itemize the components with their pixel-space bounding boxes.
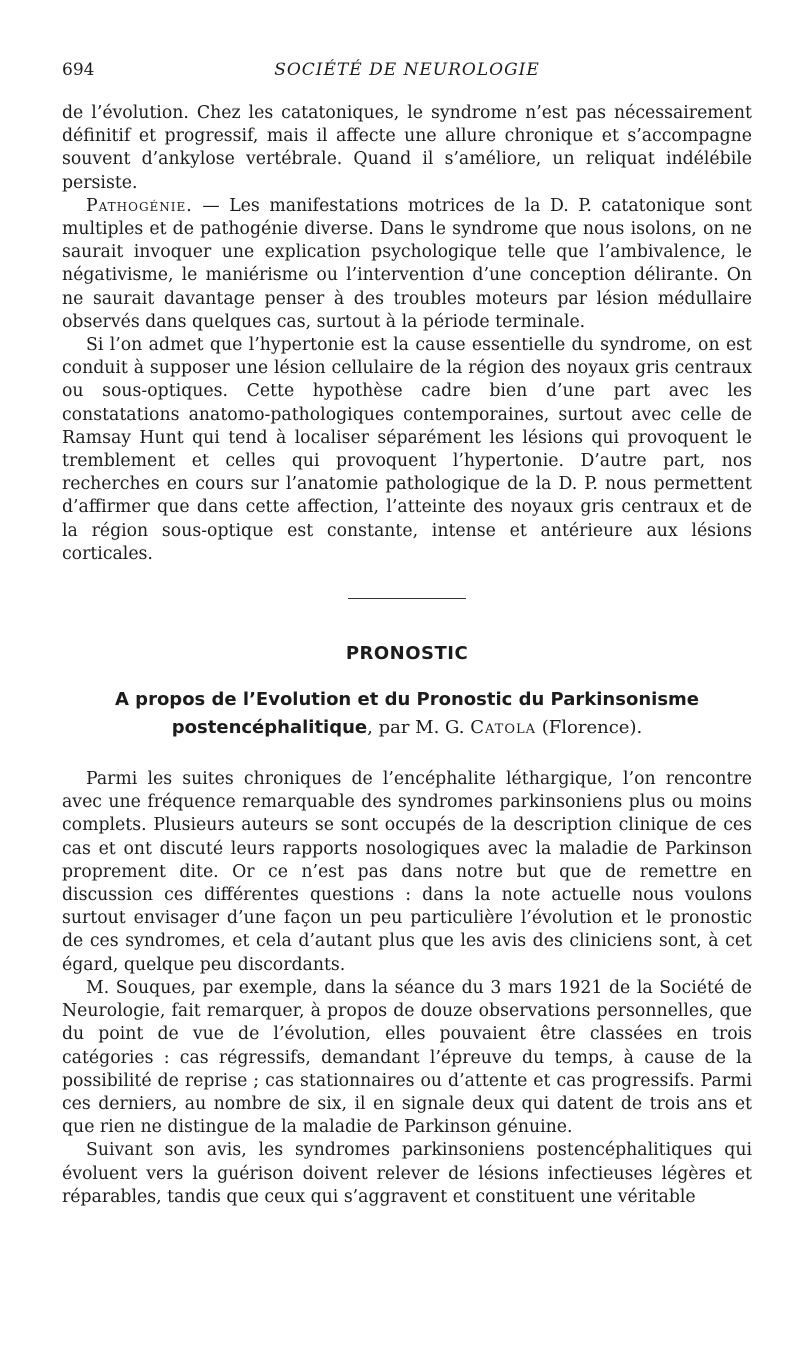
paragraph: M. Souques, par exemple, dans la séance du 3 mars 1921 de la Société de Neurologie, fait remarquer, à propos de douze observations personnelles, que du point de vue de l’évolution, elles pouvaient être classées en trois catégories : cas régressifs, demandant l’épreuve du temps, à cause de la possibilité de reprise ; cas stationnaires ou d’attente et cas progressifs. Parmi ces derniers, au nombre de six, il en signale deux qui datent de trois ans et que rien ne distingue de la maladie de Parkinson génuine. [62,977,752,1138]
paragraph: Suivant son avis, les syndromes parkinsoniens postencéphalitiques qui évoluent vers la guérison doivent relever de lésions infectieuses légères et réparables, tandis que ceux qui s’aggravent et constituent une véritable [62,1140,752,1207]
article-byline-prefix: , par M. G. [367,717,471,739]
paragraph: de l’évolution. Chez les catatoniques, le syndrome n’est pas nécessairement définitif et progressif, mais il affecte une allure chronique et s’accompagne souvent d’ankylose vertébrale. Quand il s’améliore, un reliquat indélébile persiste. [62,103,752,193]
page-number: 694 [62,60,95,80]
running-head [62,60,752,90]
paragraph-text: — Les manifestations motrices de la D. P. catatonique sont multiples et de pathogénie diverse. Dans le syndrome que nous isolons, on ne saurait invoquer une explication psychologique telle que l’ambivalence, le négativisme, le maniérisme ou l’intervention d’une conception délirante. On ne saurait davantage penser à des troubles moteurs par lésion médullaire observés dans quelques cas, surtout à la période terminale. [62,195,752,332]
continued-article [62,102,752,566]
running-title: SOCIÉTÉ DE NEUROLOGIE [274,60,540,80]
author-place: (Florence). [536,717,643,739]
page [62,0,752,1209]
article-title [62,686,752,742]
article-title-line-1: A propos de l’Evolution et du Pronostic du Parkinsonisme [114,689,699,711]
article-title-bold-part: postencéphalitique [171,717,368,739]
section-divider [348,598,466,599]
paragraph-pathogenie [62,195,752,334]
author-name: Catola [470,717,537,739]
paragraph: Si l’on admet que l’hypertonie est la cause essentielle du syndrome, on est conduit à supposer une lésion cellulaire de la région des noyaux gris centraux ou sous-optiques. Cette hypothèse cadre bien d’une part avec les constatations anatomo-pathologiques contemporaines, surtout avec celle de Ramsay Hunt qui tend à localiser séparément les lésions qui provoquent le tremblement et celles qui provoquent l’hypertonie. D’autre part, nos recherches en cours sur l’anatomie pathologique de la D. P. nous permettent d’affirmer que dans cette affection, l’atteinte des noyaux gris centraux et de la région sous-optique est constante, intense et antérieure aux lésions corticales. [62,335,752,564]
article-body [62,768,752,1209]
article-title-line-2 [62,714,752,742]
paragraph-label: Pathogénie. [86,195,193,216]
section-heading: PRONOSTIC [345,643,469,665]
paragraph: Parmi les suites chroniques de l’encéphalite léthargique, l’on rencontre avec une fréquence remarquable des syndromes parkinsoniens plus ou moins complets. Plusieurs auteurs se sont occupés de la description clinique de ces cas et ont discuté leurs rapports nosologiques avec la maladie de Parkinson proprement dite. Or ce n’est pas dans notre but que de remettre en discussion ces différentes questions : dans la note actuelle nous voulons surtout envisager d’une façon un peu particulière l’évolution et le pronostic de ces syndromes, et cela d’autant plus que les avis des cliniciens sont, à cet égard, quelque peu discordants. [62,769,752,975]
